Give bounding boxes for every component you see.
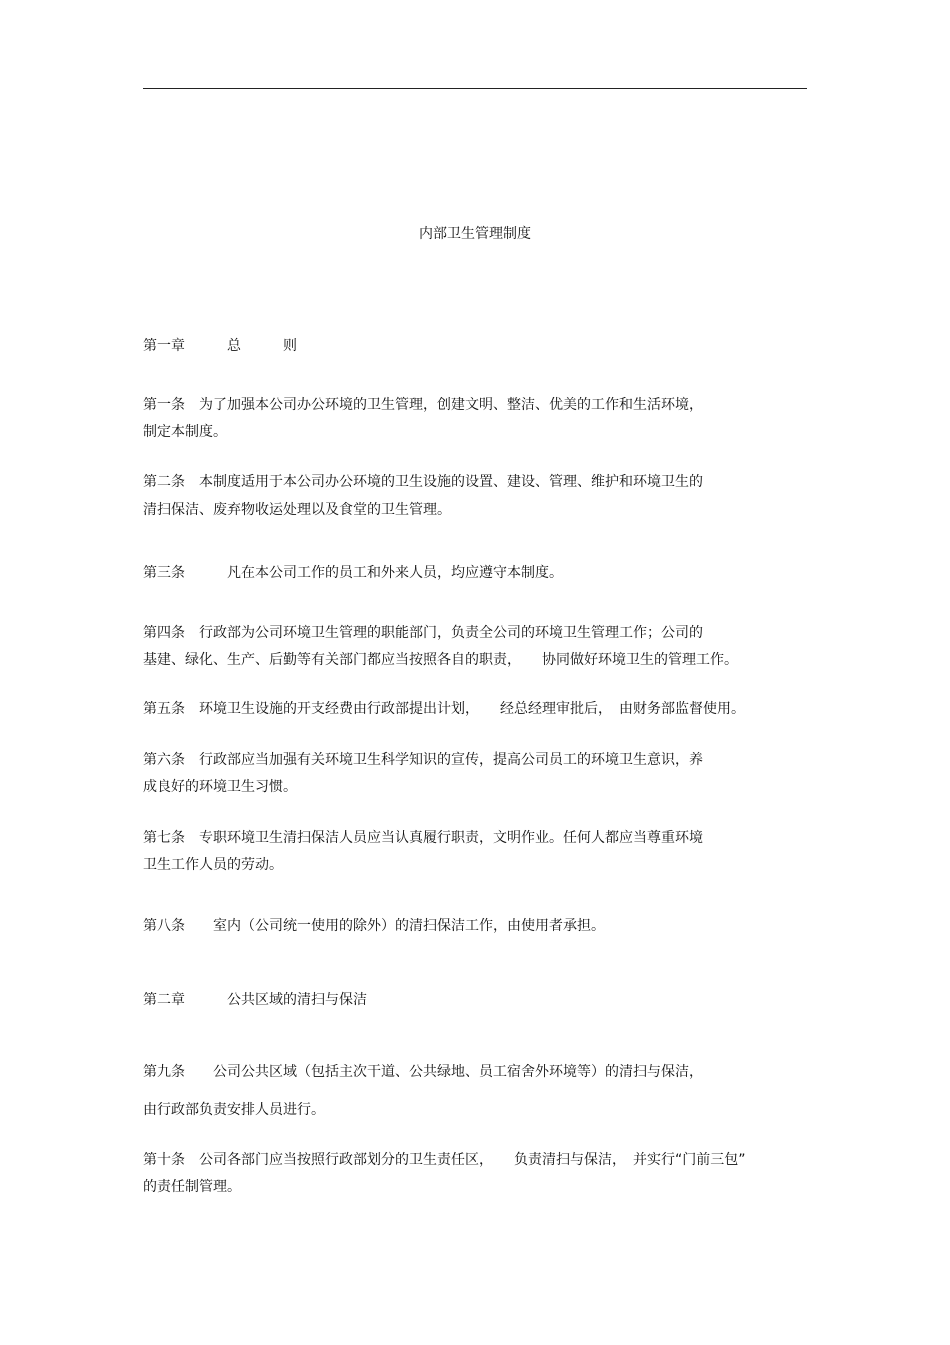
article-9-line-1: 第九条 公司公共区域（包括主次干道、公共绿地、员工宿舍外环境等）的清扫与保洁， [143,1064,703,1080]
article-5: 第五条 环境卫生设施的开支经费由行政部提出计划， 经总经理审批后， 由财务部监督使用。 [143,701,745,717]
chapter-2-heading: 第二章 公共区域的清扫与保洁 [143,992,367,1008]
document-title: 内部卫生管理制度 [419,226,531,242]
header-rule [143,88,807,89]
article-6-line-2: 成良好的环境卫生习惯。 [143,779,297,795]
chapter-1-heading: 第一章 总 则 [143,338,297,354]
article-9-line-2: 由行政部负责安排人员进行。 [143,1102,325,1118]
article-10-line-1: 第十条 公司各部门应当按照行政部划分的卫生责任区， 负责清扫与保洁， 并实行“门前三包” [143,1152,746,1168]
article-8: 第八条 室内（公司统一使用的除外）的清扫保洁工作，由使用者承担。 [143,918,605,934]
article-1-line-2: 制定本制度。 [143,424,227,440]
article-1-line-1: 第一条 为了加强本公司办公环境的卫生管理，创建文明、整洁、优美的工作和生活环境， [143,397,703,413]
article-4-line-2: 基建、绿化、生产、后勤等有关部门都应当按照各自的职责， 协同做好环境卫生的管理工作。 [143,652,738,668]
article-7-line-2: 卫生工作人员的劳动。 [143,857,283,873]
article-10-line-2: 的责任制管理。 [143,1179,241,1195]
article-6-line-1: 第六条 行政部应当加强有关环境卫生科学知识的宣传，提高公司员工的环境卫生意识，养 [143,752,703,768]
article-2-line-2: 清扫保洁、废弃物收运处理以及食堂的卫生管理。 [143,502,451,518]
article-4-line-1: 第四条 行政部为公司环境卫生管理的职能部门，负责全公司的环境卫生管理工作；公司的 [143,625,703,641]
article-7-line-1: 第七条 专职环境卫生清扫保洁人员应当认真履行职责，文明作业。任何人都应当尊重环境 [143,830,703,846]
article-3: 第三条 凡在本公司工作的员工和外来人员，均应遵守本制度。 [143,565,563,581]
article-2-line-1: 第二条 本制度适用于本公司办公环境的卫生设施的设置、建设、管理、维护和环境卫生的 [143,474,703,490]
